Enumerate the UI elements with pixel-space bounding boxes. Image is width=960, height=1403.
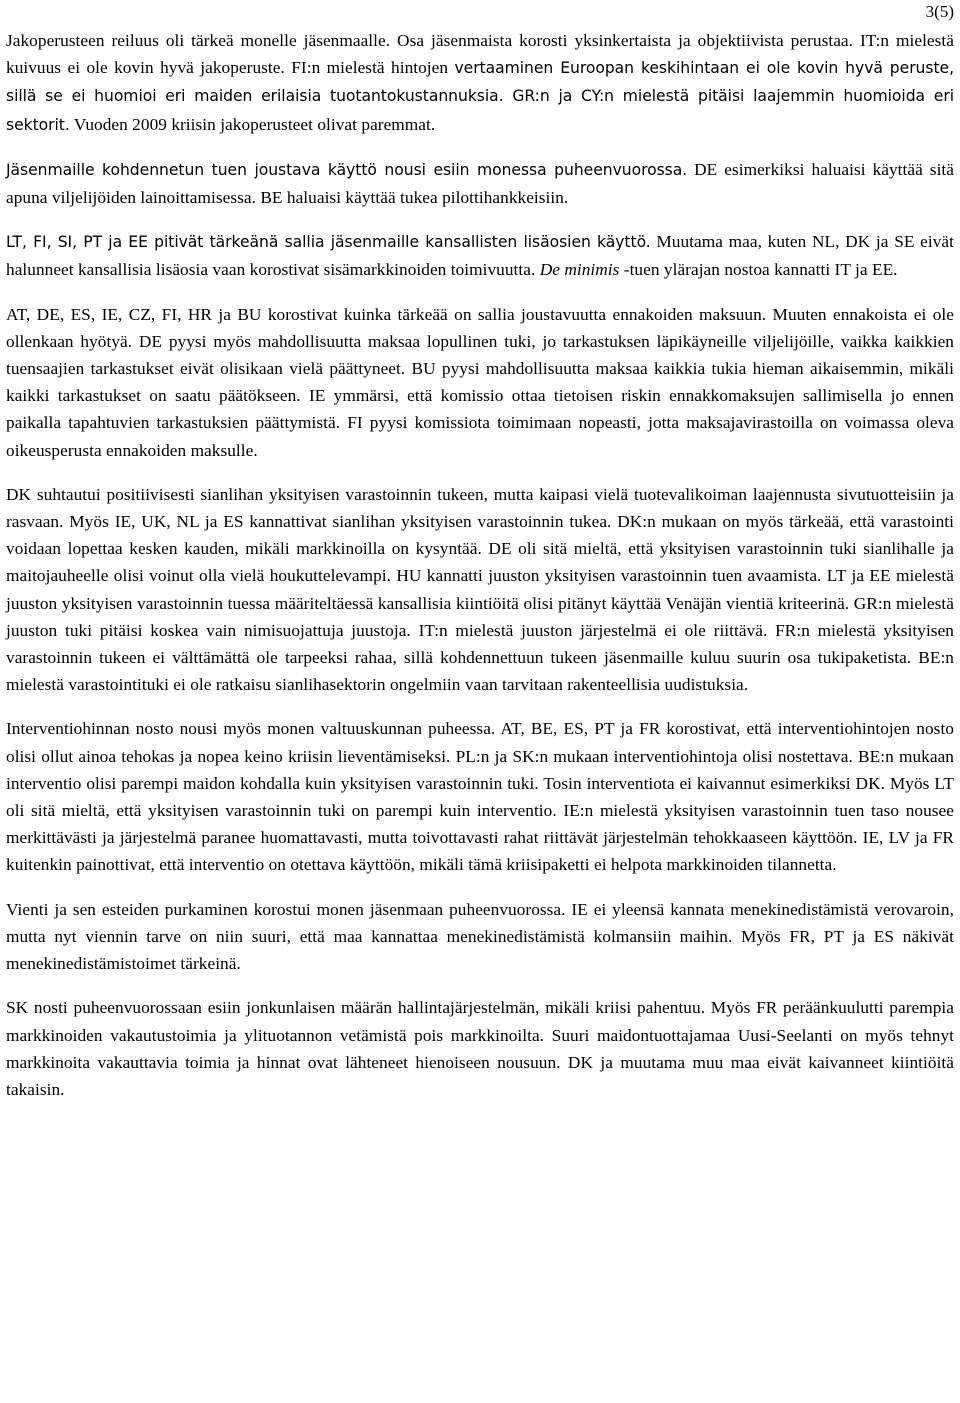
- paragraph: [6, 896, 954, 978]
- paragraph: [6, 228, 954, 283]
- text-segment: DK suhtautui positiivisesti sianlihan yksityisen varastoinnin tukeen, mutta kaipasi vielä tuotevalikoiman laajennusta sivutuotteisiin ja rasvaan. Myös IE, UK, NL ja ES kannattivat sianlihan yksityisen varastoinnin tukea. DK:n mukaan on myös tärkeää, että varastointi voidaan lopettaa kesken kauden, mikäli markkinoilla on kysyntää. DE oli sitä mieltä, että yksityisen varastoinnin tuki sianlihalle ja maitojauheelle olisi voinut olla vielä houkuttelevampi. HU kannatti juuston yksityisen varastoinnin tuen avaamista. LT ja EE mielestä juuston yksityisen varastoinnin tuessa määriteltäessä kansallisia kiintiöitä olisi pitänyt käyttää Venäjän vientiä kriteerinä. GR:n mielestä juuston tuki pitäisi koskea vain nimisuojattuja juustoja. IT:n mielestä juuston järjestelmä ei ole riittävä. FR:n mielestä yksityisen varastoinnin tukeen ei välttämättä ole tarpeeksi rahaa, sillä kohdennettuun tukeen jäsenmaille kuluu suurin osa tukipaketista. BE:n mielestä varastointituki ei ole ratkaisu sianlihasektorin ongelmiin vaan tarvitaan rakenteellisia uudistuksia.: [6, 484, 954, 695]
- text-segment: Vuoden 2009 kriisin jakoperusteet olivat paremmat.: [69, 114, 436, 134]
- text-segment: LT, FI, SI, PT ja EE pitivät tärkeänä sallia jäsenmaille kansallisten lisäosien käyttö.: [6, 233, 651, 252]
- text-segment: Jäsenmaille kohdennetun tuen joustava käyttö nousi esiin monessa puheenvuorossa.: [6, 160, 688, 179]
- text-segment: Muutama maa, kuten NL, DK ja SE eivät halunneet kansallisia lisäosia vaan korostivat sisämarkkinoiden toimivuutta.: [6, 232, 954, 280]
- text-segment: -tuen ylärajan nostoa kannatti IT ja EE.: [619, 260, 898, 280]
- text-segment: Interventiohinnan nosto nousi myös monen valtuuskunnan puheessa. AT, BE, ES, PT ja FR korostivat, että interventiohintojen nosto olisi ollut ainoa tehokas ja nopea keino kriisin lieventämiseksi. PL:n ja SK:n mukaan interventiohintoja olisi nostettava. BE:n mukaan interventio olisi parempi maidon kohdalla kuin yksityisen varastoinnin tuki. Tosin interventiota ei kaivannut esimerkiksi DK. Myös LT oli sitä mieltä, että yksityisen varastoinnin tuki on parempi kuin interventio. IE:n mielestä yksityisen varastoinnin tuen taso nousee merkittävästi ja järjestelmä paranee huomattavasti, mutta toivottavasti rahat riittävät järjestelmän tehokkaaseen käyttöön. IE, LV ja FR kuitenkin painottivat, että interventio on otettava käyttöön, mikäli tämä kriisipaketti ei helpota markkinoiden tilannetta.: [6, 719, 954, 875]
- paragraph: [6, 27, 954, 139]
- paragraph: [6, 156, 954, 211]
- text-segment: Vienti ja sen esteiden purkaminen korostui monen jäsenmaan puheenvuorossa. IE ei yleensä kannata menekinedistämistä verovaroin, mutta nyt viennin tarve on niin suuri, että maa kannattaa menekinedistämistä kolmansiin maihin. Myös FR, PT ja ES näkivät menekinedistämistoimet tärkeinä.: [6, 899, 954, 974]
- text-segment: vertaaminen Euroopan keskihintaan ei ole kovin hyvä peruste, sillä se ei huomioi eri maiden erilaisia tuotantokustannuksia. GR:n ja CY:n mielestä pitäisi laajemmin huomioida eri sektorit.: [6, 59, 954, 134]
- document-body: [6, 27, 954, 1103]
- text-segment: SK nosti puheenvuorossaan esiin jonkunlaisen määrän hallintajärjestelmän, mikäli kriisi pahentuu. Myös FR peräänkuulutti parempia markkinoiden vakautustoimia ja ylituotannon vetämistä pois markkinoilta. Suuri maidontuottajamaa Uusi-Seelanti on myös tehnyt markkinoita vakauttavia toimia ja hinnat ovat lähteneet hienoiseen nousuun. DK ja muutama muu maa eivät kaivanneet kiintiöitä takaisin.: [6, 998, 954, 1099]
- text-segment: De minimis: [539, 260, 620, 280]
- page-number: 3(5): [925, 2, 954, 21]
- text-segment: AT, DE, ES, IE, CZ, FI, HR ja BU korostivat kuinka tärkeää on sallia joustavuutta ennakoiden maksuun. Muuten ennakoista ei ole ollenkaan hyötyä. DE pyysi myös mahdollisuutta maksaa lopullinen tuki, jo tarkastuksen läpikäyneille viljelijöille, vaikka kaikkien tuensaajien tarkastukset eivät olisikaan vielä päättyneet. BU pyysi mahdollisuutta maksaa kaikkia tukia hieman aikaisemmin, mikäli kaikki tarkastukset on saatu päätökseen. IE ymmärsi, että komissio ottaa tietoisen riskin ennakkomaksujen sallimisella jo ennen paikalla tapahtuvien tarkastuksien päättymistä. FI pyysi komissiota toimimaan nopeasti, jotta maksajavirastoilla on voimassa oleva oikeusperusta ennakoiden maksulle.: [6, 304, 954, 460]
- paragraph: [6, 715, 954, 878]
- paragraph: [6, 481, 954, 699]
- paragraph: [6, 994, 954, 1103]
- text-segment: Jakoperusteen reiluus oli tärkeä monelle jäsenmaalle. Osa jäsenmaista korosti yksinkertaista ja objektiivista perustaa. IT:n mielestä kuivuus ei ole kovin hyvä jakoperuste. FI:n mielestä hintojen: [6, 31, 954, 78]
- paragraph: [6, 301, 954, 464]
- text-segment: DE esimerkiksi haluaisi käyttää sitä apuna viljelijöiden lainoittamisessa. BE haluaisi käyttää tukea pilottihankkeisiin.: [6, 159, 954, 208]
